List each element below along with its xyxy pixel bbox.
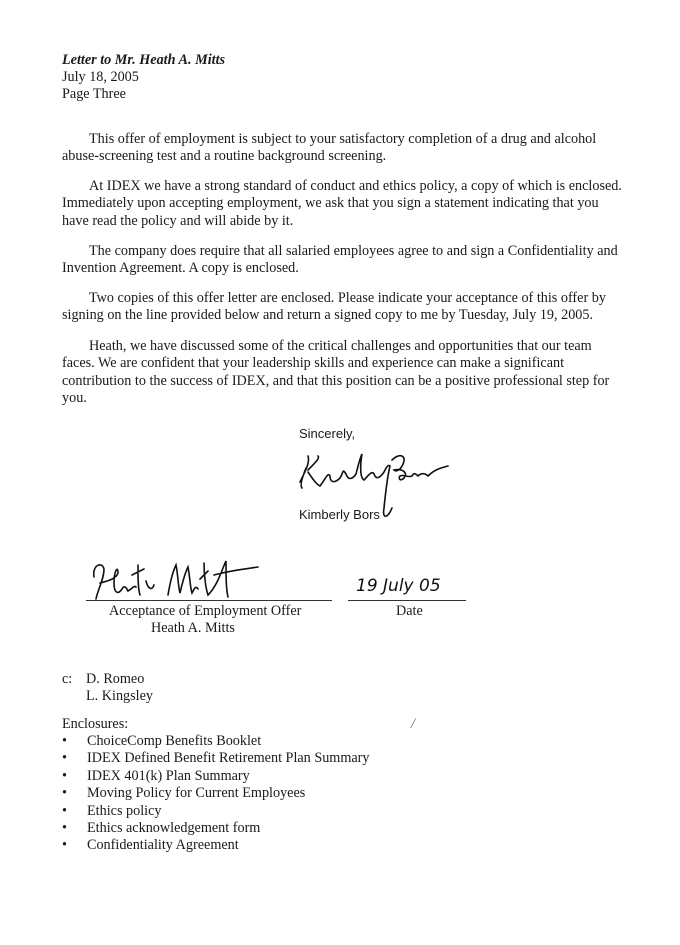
- paragraph-text: Heath, we have discussed some of the critical challenges and opportunities that our team faces. We are confident that your leadership skills and experience can make a significant contribution to the success of IDEX, and that this position can be a positive professional step for you.: [62, 338, 610, 407]
- enclosure-item: [62, 750, 370, 767]
- signer-name: Kimberly Bors: [299, 507, 380, 522]
- enclosure-item: [62, 785, 370, 802]
- bullet-icon: •: [62, 802, 67, 819]
- paragraph-text: This offer of employment is subject to your satisfactory completion of a drug and alcohol abuse-screening test and a routine background screening.: [62, 131, 597, 165]
- bullet-icon: •: [62, 767, 67, 784]
- stray-mark: /: [411, 716, 415, 732]
- bullet-icon: •: [62, 819, 67, 836]
- acceptance-signature-line: [86, 600, 332, 601]
- paragraph-copies: [62, 290, 622, 325]
- bullet-icon: •: [62, 733, 67, 749]
- enclosure-text: Moving Policy for Current Employees: [87, 785, 306, 802]
- handwritten-date: 19 July 05: [356, 576, 441, 596]
- enclosure-item: [62, 733, 370, 750]
- enclosure-text: Ethics acknowledgement form: [87, 819, 261, 836]
- letter-header-title: Letter to Mr. Heath A. Mitts: [62, 52, 226, 68]
- bullet-icon: •: [62, 750, 67, 767]
- enclosure-text: Confidentiality Agreement: [87, 837, 239, 854]
- salutation: Sincerely,: [299, 426, 356, 441]
- bullet-icon: •: [62, 837, 67, 854]
- cc-recipient: D. Romeo: [86, 671, 145, 687]
- enclosure-text: IDEX Defined Benefit Retirement Plan Summary: [87, 750, 370, 767]
- acceptance-label: Acceptance of Employment Offer: [109, 603, 302, 619]
- cc-label: c:: [62, 671, 73, 687]
- letter-date: July 18, 2005: [62, 69, 139, 85]
- enclosures-list: [62, 733, 370, 855]
- paragraph-screening: [62, 131, 622, 166]
- enclosure-text: Ethics policy: [87, 802, 162, 819]
- acceptee-name: Heath A. Mitts: [151, 620, 235, 636]
- enclosure-text: ChoiceComp Benefits Booklet: [87, 733, 262, 749]
- paragraph-confidentiality: [62, 243, 622, 278]
- enclosure-item: [62, 768, 370, 785]
- cc-recipient: L. Kingsley: [86, 688, 153, 704]
- paragraph-text: Two copies of this offer letter are enclosed. Please indicate your acceptance of this offer by signing on the line provided below and return a signed copy to me by Tuesday, July 19, 2005.: [62, 290, 606, 324]
- date-line: [348, 600, 466, 601]
- enclosure-item: [62, 820, 370, 837]
- paragraph-text: At IDEX we have a strong standard of conduct and ethics policy, a copy of which is enclosed. Immediately upon accepting employment, we ask that you sign a statement indicating that you have read the policy and will abide by it.: [62, 178, 622, 229]
- enclosures-label: Enclosures:: [62, 716, 129, 732]
- enclosure-text: IDEX 401(k) Plan Summary: [87, 767, 250, 784]
- date-label: Date: [396, 603, 423, 619]
- paragraph-text: The company does require that all salaried employees agree to and sign a Confidentiality and Invention Agreement. A copy is enclosed.: [62, 243, 618, 277]
- enclosure-item: [62, 837, 370, 854]
- heath-mitts-signature: [88, 555, 278, 605]
- enclosure-item: [62, 803, 370, 820]
- bullet-icon: •: [62, 785, 67, 802]
- paragraph-ethics: [62, 178, 622, 230]
- page-number: Page Three: [62, 86, 126, 102]
- paragraph-closing: [62, 338, 622, 408]
